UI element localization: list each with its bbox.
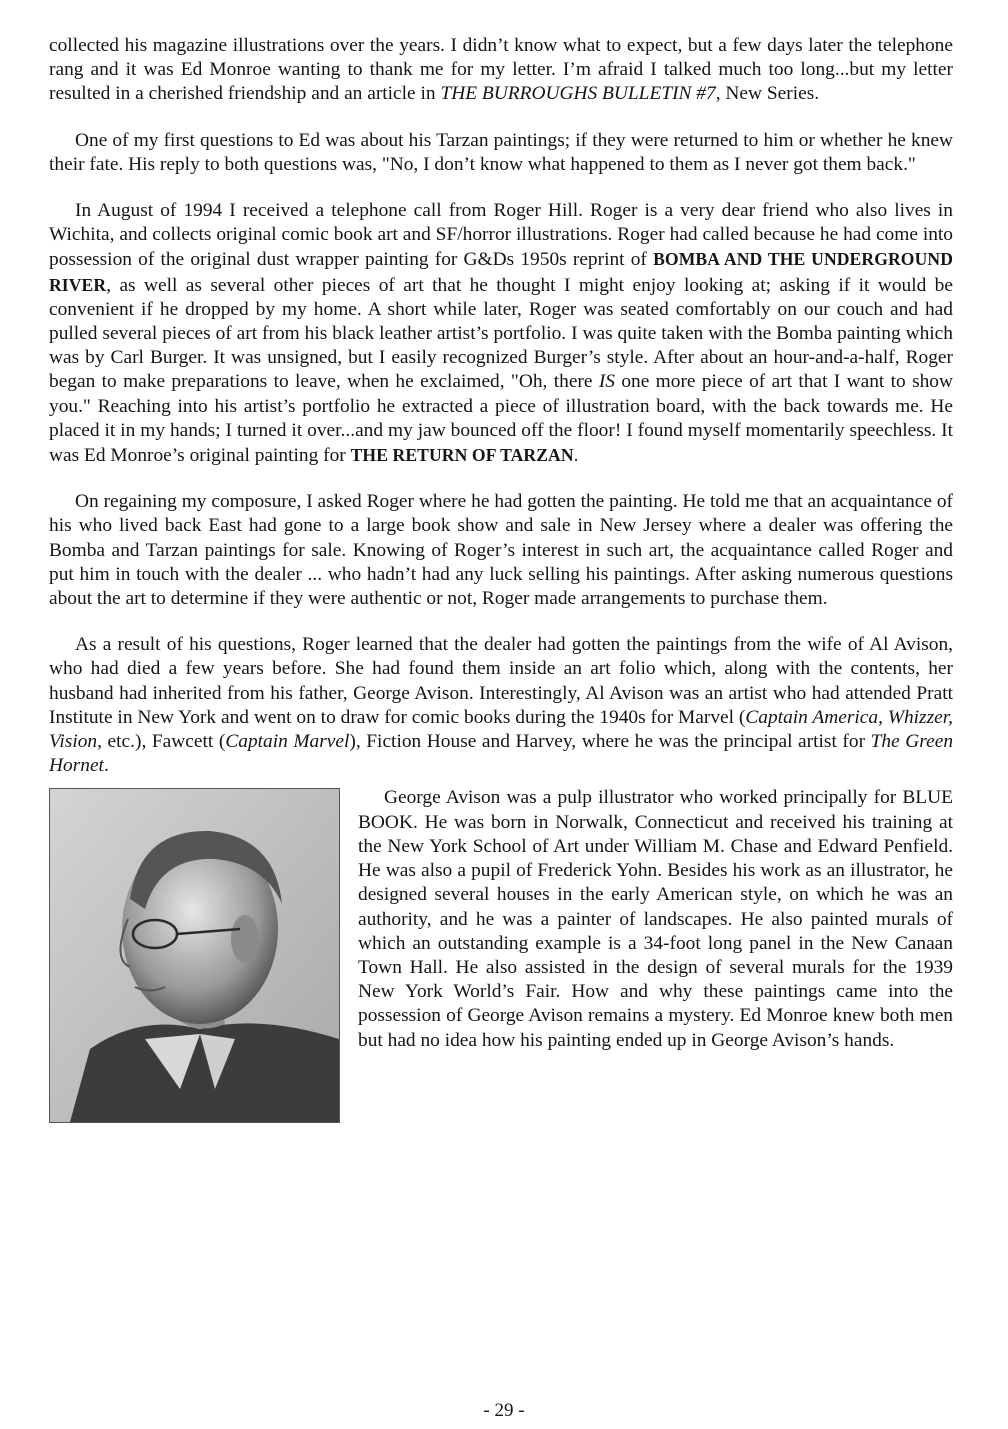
book-title-return-of-tarzan: THE RETURN OF TARZAN: [350, 445, 574, 466]
paragraph-4: [49, 490, 953, 611]
comic-title: The Green Hornet: [49, 731, 954, 777]
text-run: , as well as several other pieces of art that he thought I might enjoy looking at; asking if it would be convenient if he dropped by my home. A short while later, Roger was seated comfortably on our couch and had pulled several pieces of art from his black leather artist’s portfolio. I was quite taken with the Bomba painting which was by Carl Burger. It was unsigned, but I easily recognized Burger’s style. After about an hour-and-a-half, Roger began to make preparations to leave, when he exclaimed, "Oh, there: [49, 274, 953, 393]
paragraph-1: [49, 34, 953, 107]
text-run: one more piece of art that I want to show you." Reaching into his artist’s portfolio he extracted a piece of illustration board, with the back towards me. He placed it in my hands; I turned it over...and my jaw bounced off the floor! I found myself momentarily speechless. It was Ed Monroe’s original painting for: [49, 371, 954, 467]
text-run: etc.), Fawcett (: [101, 731, 226, 753]
text-run: collected his magazine illustrations over the years. I didn’t know what to expect, but a few days later the telephone rang and it was Ed Monroe wanting to thank me for my letter. I’m afraid I talked much too long...but my letter resulted in a cherished friendship and an article in: [49, 35, 953, 105]
paragraph-3: [49, 199, 953, 468]
article-page: [49, 34, 953, 1129]
portrait-image: [50, 789, 339, 1122]
text-run: .: [103, 755, 109, 777]
book-title-bomba: BOMBA AND THE UNDERGROUND RIVER: [49, 249, 953, 295]
text-run: ), Fiction House and Harvey, where he was the principal artist for: [349, 731, 871, 753]
text-run: In August of 1994 I received a telephone call from Roger Hill. Roger is a very dear friend who also lives in Wichita, and collects original comic book art and SF/horror illustrations. Roger had called because he had come into possession of the original dust wrapper painting for G&Ds 1950s reprint of: [49, 200, 953, 271]
portrait-section: [49, 786, 953, 1052]
text-run: On regaining my composure, I asked Roger where he had gotten the painting. He told me that an acquaintance of his who lived back East had gone to a large book show and sale in New Jersey where a dealer was offering the Bomba and Tarzan paintings for sale. Knowing of Roger’s interest in such art, the acquaintance called Roger and put him in touch with the dealer ... who hadn’t had any luck selling his paintings. After asking numerous questions about the art to determine if they were authentic or not, Roger made arrangements to purchase them.: [49, 491, 953, 610]
text-run: One of my first questions to Ed was about his Tarzan paintings; if they were returned to him or whether he knew their fate. His reply to both questions was, "No, I don’t know what happened to them as I never got them back.": [49, 129, 953, 175]
paragraph-5: [49, 633, 953, 778]
comic-titles: Captain America, Whizzer, Vision,: [49, 706, 953, 753]
portrait-photo: [49, 788, 340, 1123]
text-run: As a result of his questions, Roger learned that the dealer had gotten the paintings from the wife of Al Avison, who had died a few years before. She had found them inside an art folio which, along with the contents, her husband had inherited from his father, George Avison. Interestingly, Al Avison was an artist who had attended Pratt Institute in New York and went on to draw for comic books during the 1940s for Marvel (: [49, 634, 953, 728]
page-number: - 29 -: [483, 1400, 525, 1421]
text-run: George Avison was a pulp illustrator who worked principally for BLUE BOOK. He was born in Norwalk, Connecticut and received his training at the New York School of Art under William M. Chase and Edward Penfield. He was also a pupil of Frederick Yohn. Besides his work as an illustrator, he designed several houses in the early American style, on which he was an authority, and he was a painter of landscapes. He also painted murals of which an outstanding example is a 34-foot long panel in the New Canaan Town Hall. He also assisted in the design of several murals for the 1939 New York World’s Fair. How and why these paintings came into the possession of George Avison remains a mystery. Ed Monroe knew both men but had no idea how his painting ended up in George Avison’s hands.: [358, 787, 953, 1051]
text-run: , New Series.: [715, 83, 820, 105]
publication-title: THE BURROUGHS BULLETIN #7: [440, 83, 716, 105]
comic-title: Captain Marvel: [225, 731, 350, 753]
paragraph-2: [49, 129, 953, 177]
text-run: .: [573, 445, 579, 467]
emphasis: IS: [598, 371, 615, 393]
